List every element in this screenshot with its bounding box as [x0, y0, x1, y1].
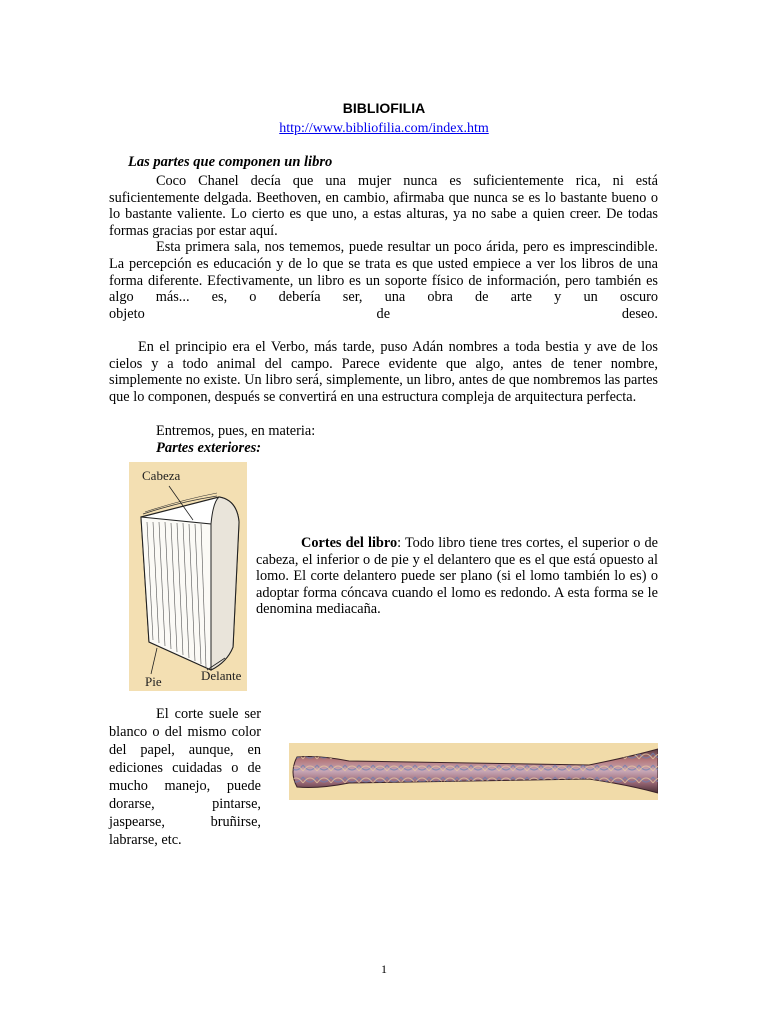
corte-side-text: El corte suele ser blanco o del mismo color del papel, aunque, en ediciones cuidadas o de mucho manejo, puede dorarse, pintarse, jaspearse, bruñirse, labrarse, etc.	[109, 706, 261, 848]
page-title: BIBLIOFILIA	[342, 100, 426, 116]
word-objeto: objeto	[109, 305, 145, 322]
marbled-edge-figure	[289, 743, 658, 800]
source-link[interactable]: http://www.bibliofilia.com/index.htm	[279, 121, 489, 136]
book-drawing	[141, 493, 239, 670]
section-heading: Las partes que componen un libro	[128, 154, 333, 170]
paragraph-entremos: Entremos, pues, en materia:	[156, 423, 316, 439]
label-pie: Pie	[145, 674, 162, 689]
label-cabeza: Cabeza	[142, 468, 181, 483]
word-de: de	[376, 305, 391, 322]
paragraph-verbo: En el principio era el Verbo, más tarde, puso Adán nombres a toda bestia y ave de los cielos y a todo animal del campo. Parece evidente que algo, antes de tener nombre, simplemente no existe. Un libro será, simplemente, un libro, antes de que nombremos las partes que lo componen, después se convertirá en una estructura compleja de arquitectura perfecta.	[109, 339, 658, 405]
cortes-text: : Todo libro tiene tres cortes, el superior o de cabeza, el inferior o de pie y el delantero que es el que está opuesto al lomo. El corte delantero puede ser plano (si el lomo también lo es) o adoptar forma cóncava cuando el lomo es redondo. A esta forma se le denomina mediacaña.	[256, 535, 658, 618]
paragraph-chanel: Coco Chanel decía que una mujer nunca es suficientemente rica, ni está suficientemente delgada. Beethoven, en cambio, afirmaba que nunca se es lo bastante bueno o lo bastante valiente. Lo cierto es que uno, a estas alturas, ya no sabe a quien creer. De todas formas gracias por estar aquí.	[109, 173, 658, 239]
verbo-block	[109, 339, 658, 405]
paragraph-sala-last	[109, 306, 658, 323]
corte-side-paragraph	[109, 705, 261, 849]
book-parts-figure	[129, 462, 247, 691]
cortes-paragraph	[256, 535, 658, 618]
subsection-heading: Partes exteriores:	[156, 440, 262, 456]
label-delante: Delante	[201, 668, 242, 683]
page-number: 1	[381, 962, 387, 976]
paragraph-sala: Esta primera sala, nos tememos, puede resultar un poco árida, pero es imprescindible. La percepción es educación y de lo que se trata es que usted empiece a ver los libros de una forma diferente. Efectivamente, un libro es un soporte físico de información, pero también es algo más... es, o debería ser, una obra de arte y un oscuro	[109, 239, 658, 306]
cortes-heading: Cortes del libro	[301, 535, 398, 551]
word-deseo: deseo.	[621, 305, 658, 322]
intro-block	[109, 173, 658, 322]
